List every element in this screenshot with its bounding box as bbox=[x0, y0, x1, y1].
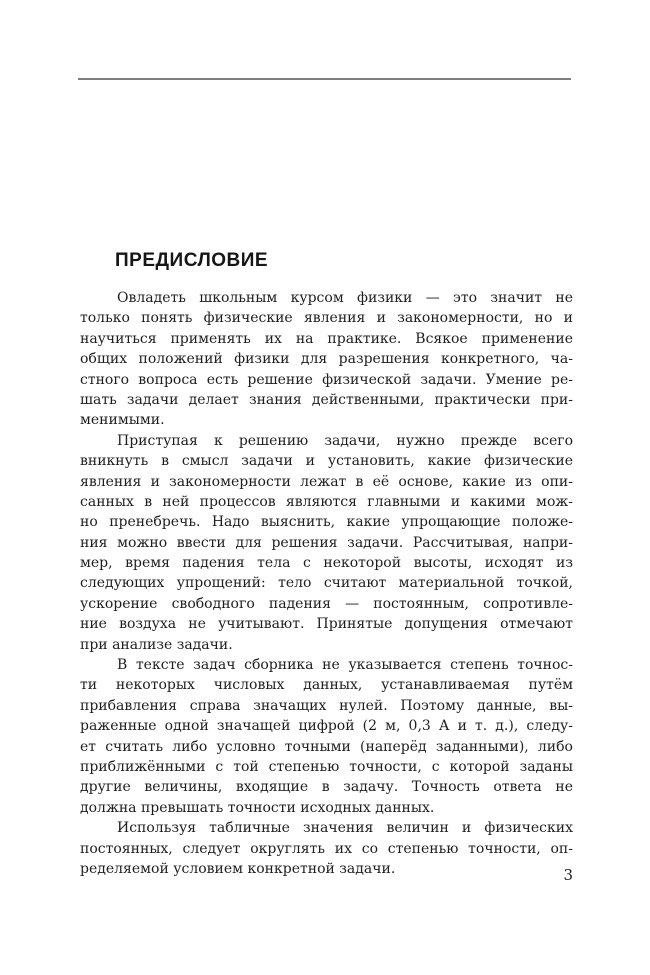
text-line: следующих упрощений: тело считают материальной точкой, bbox=[80, 575, 573, 592]
text-line: менимыми. bbox=[80, 412, 165, 429]
preface-text bbox=[80, 288, 573, 879]
text-line: ускорение свободного падения — постоянным, сопротивле- bbox=[80, 595, 573, 612]
text-line: прибавления справа значащих нулей. Поэтому данные, вы- bbox=[80, 697, 573, 714]
text-line: вникнуть в смысл задачи и установить, какие физические bbox=[80, 453, 573, 470]
text-line: постоянных, следует округлять их со степенью точности, оп- bbox=[80, 840, 573, 857]
text-line: стного вопроса есть решение физической задачи. Умение ре- bbox=[80, 371, 573, 388]
paragraph bbox=[80, 655, 573, 818]
text-line: при анализе задачи. bbox=[80, 636, 233, 653]
text-line: Овладеть школьным курсом физики — это значит не bbox=[117, 290, 573, 306]
text-line: ние воздуха не учитывают. Принятые допущения отмечают bbox=[80, 616, 573, 633]
text-line: Используя табличные значения величин и физических bbox=[117, 820, 573, 837]
text-line: но пренебречь. Надо выяснить, какие упрощающие положе- bbox=[80, 514, 573, 531]
text-line: ти некоторых числовых данных, устанавливаемая путём bbox=[80, 677, 573, 694]
header-rule bbox=[78, 78, 571, 80]
text-line: Приступая к решению задачи, нужно прежде всего bbox=[117, 432, 573, 449]
text-line: В тексте задач сборника не указывается степень точнос- bbox=[117, 657, 573, 674]
text-line: другие величины, входящие в задачу. Точность ответа не bbox=[80, 779, 573, 796]
paragraph bbox=[80, 431, 573, 655]
text-line: общих положений физики для разрешения конкретного, ча- bbox=[80, 351, 573, 368]
text-line: должна превышать точности исходных данных. bbox=[80, 799, 435, 816]
text-line: раженные одной значащей цифрой (2 м, 0,3 А и т. д.), следу- bbox=[80, 718, 573, 735]
text-line: только понять физические явления и закономерности, но и bbox=[80, 310, 573, 327]
text-line: научиться применять их на практике. Всякое применение bbox=[80, 330, 573, 347]
text-line: мер, время падения тела с некоторой высоты, исходят из bbox=[80, 555, 573, 572]
text-line: шать задачи делает знания действенными, практически при- bbox=[80, 391, 573, 408]
text-line: приближёнными с той степенью точности, с которой заданы bbox=[80, 758, 573, 775]
text-line: ния можно ввести для решения задачи. Рассчитывая, напри- bbox=[80, 534, 573, 551]
text-line: ет считать либо условно точными (наперёд заданными), либо bbox=[80, 738, 573, 755]
paragraph bbox=[80, 288, 573, 431]
text-line: ределяемой условием конкретной задачи. bbox=[80, 860, 396, 877]
text-line: санных в ней процессов являются главными и какими мож- bbox=[80, 493, 573, 510]
text-line: явления и закономерности лежат в её основе, какие из опи- bbox=[80, 473, 573, 490]
page-title: ПРЕДИСЛОВИЕ bbox=[115, 250, 269, 271]
page-number: 3 bbox=[563, 866, 573, 884]
